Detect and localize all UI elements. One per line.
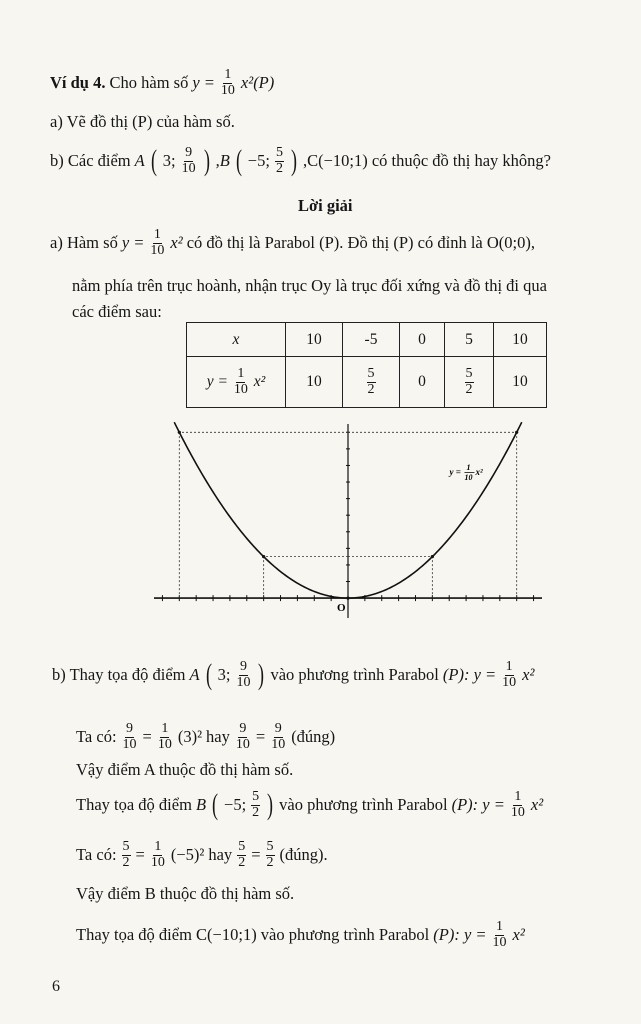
curve-label — [448, 463, 483, 482]
part-b-question: b) Các điểm A ( 3; $\frac{9}{10}$ ) ,B ( −5; $\frac{5}{2}$ ) ,C(−10;1) có thuộc đồ thị hay không? — [50, 144, 551, 178]
table-row-y — [187, 357, 547, 408]
part-a-question: a) Vẽ đồ thị (P) của hàm số. — [50, 112, 235, 131]
table-row-x — [187, 323, 547, 357]
svg-text:x²: x² — [475, 467, 483, 478]
page-number: 6 — [52, 978, 60, 995]
solution-b-line3: Vậy điểm A thuộc đồ thị hàm số. — [76, 760, 294, 779]
table-cell: -5 — [343, 323, 400, 357]
data-point — [515, 431, 518, 434]
solution-b-line7: Thay tọa độ điểm C(−10;1) vào phương trình Parabol (P): y = $\frac{1}{10}$ x² — [76, 919, 525, 950]
y-eq: y = — [192, 73, 215, 93]
example-tail: x²(P) — [240, 73, 275, 93]
solution-b-line6: Vậy điểm B thuộc đồ thị hàm số. — [76, 884, 295, 903]
example-label: Ví dụ 4. — [50, 73, 106, 93]
svg-text:y =: y = — [449, 467, 461, 478]
data-point — [346, 597, 349, 600]
table-cell: 10 — [494, 357, 547, 408]
data-point — [178, 431, 181, 434]
table-cell: $\frac{5}{2}$ — [343, 357, 400, 408]
fraction: $\frac{1}{10}$ — [220, 67, 235, 98]
data-point — [262, 555, 265, 558]
solution-b-line1: b) Thay tọa độ điểm A ( 3; $\frac{9}{10}$ ) vào phương trình Parabol (P): y = $\frac{1}{10}$ x² — [52, 658, 535, 692]
table-cell: x — [187, 323, 286, 357]
solution-a-line3: các điểm sau: — [72, 302, 162, 321]
svg-text:10: 10 — [464, 473, 473, 483]
table-cell-label: y = $\frac{1}{10}$ x² — [187, 357, 286, 408]
parabola-graph — [148, 418, 548, 636]
table-cell: 10 — [286, 323, 343, 357]
example-line — [50, 68, 274, 98]
solution-a-line1: a) Hàm số y = $\frac{1}{10}$ x² có đồ thị là Parabol (P). Đồ thị (P) có đỉnh là O(0;0), — [50, 227, 535, 258]
table-cell: 10 — [286, 357, 343, 408]
solution-title: Lời giải — [298, 196, 353, 215]
table-cell: $\frac{5}{2}$ — [445, 357, 494, 408]
table-cell: 5 — [445, 323, 494, 357]
origin-label: O — [337, 602, 346, 615]
value-table — [186, 322, 547, 408]
svg-text:1: 1 — [466, 463, 471, 473]
solution-a-line2: nằm phía trên trục hoành, nhận trục Oy là trục đối xứng và đồ thị đi qua — [72, 276, 547, 295]
solution-b-line2: Ta có: $\frac{9}{10}$ = $\frac{1}{10}$ (3)² hay $\frac{9}{10}$ = $\frac{9}{10}$ (đúng) — [76, 721, 336, 752]
table-cell: 10 — [494, 323, 547, 357]
solution-b-line5: Ta có: $\frac{5}{2}$ = $\frac{1}{10}$ (−5)² hay $\frac{5}{2}$ = $\frac{5}{2}$ (đúng). — [76, 839, 328, 870]
solution-b-line4: Thay tọa độ điểm B ( −5; $\frac{5}{2}$ ) vào phương trình Parabol (P): y = $\frac{1}{10}$ x² — [76, 788, 544, 822]
data-point — [431, 555, 434, 558]
example-text: Cho hàm số — [109, 73, 189, 93]
table-cell: 0 — [400, 323, 445, 357]
table-cell: 0 — [400, 357, 445, 408]
